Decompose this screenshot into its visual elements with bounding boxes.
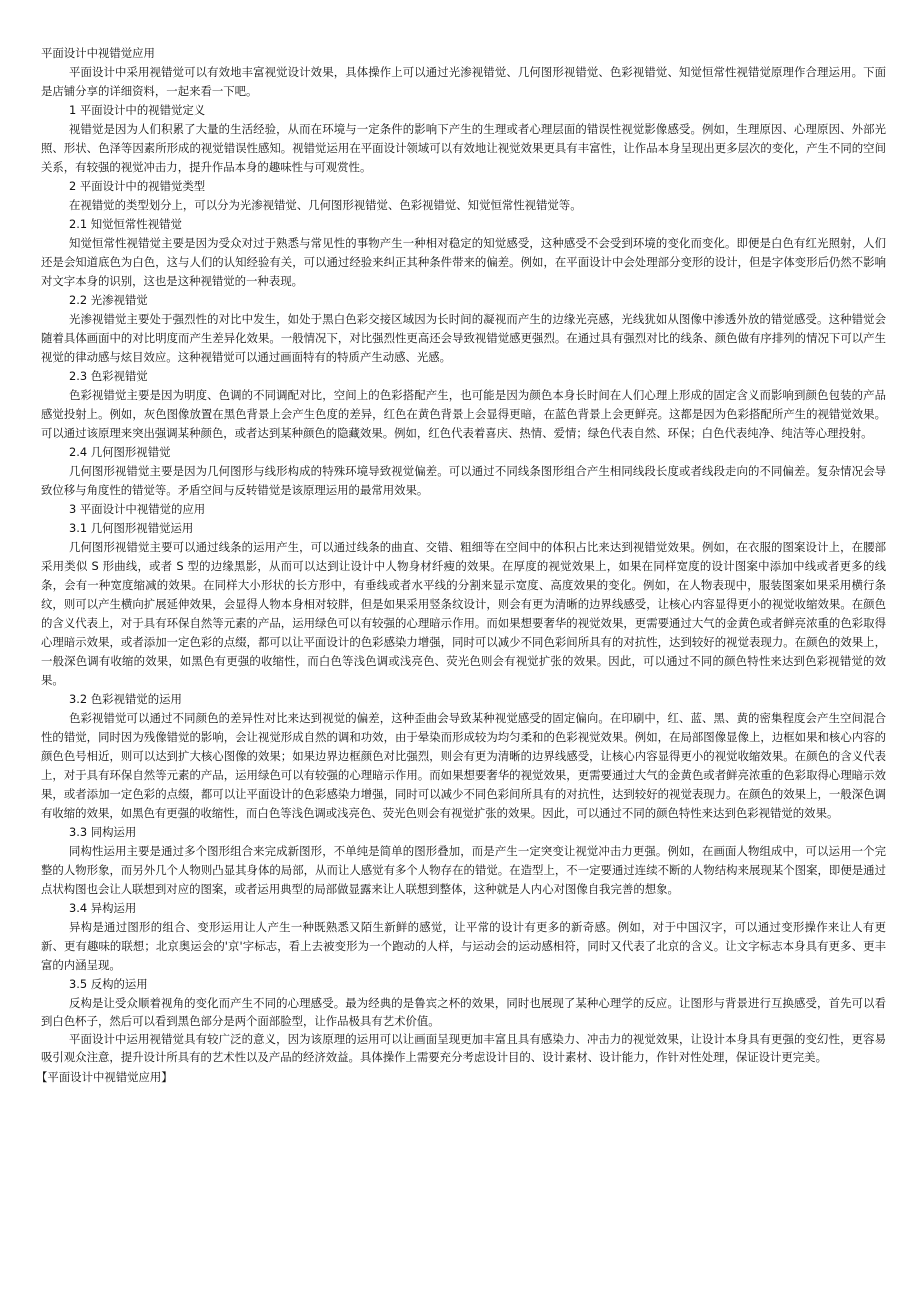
body-paragraph: 平面设计中运用视错觉具有较广泛的意义，因为该原理的运用可以让画面呈现更加丰富且具有感染力、冲击力的视觉效果，让设计本身具有更强的变幻性，更容易吸引观众注意，提升设计所具有的艺术性以及产品的经济效益。具体操作上需要充分考虑设计目的、设计素材、设计能力，作针对性处理，保证设计更完美。 [41, 1032, 886, 1064]
document-footer: 【平面设计中视错觉应用】 [36, 1070, 173, 1084]
section-heading: 1 平面设计中的视错觉定义 [69, 103, 206, 117]
section-heading: 3.5 反构的运用 [69, 977, 148, 991]
document-blocks [41, 63, 886, 1066]
body-paragraph: 色彩视错觉可以通过不同颜色的差异性对比来达到视觉的偏差，这种歪曲会导致某种视觉感受的固定偏向。在印刷中，红、蓝、黑、黄的密集程度会产生空间混合性的错觉，同时因为残像错觉的影响，会让视觉形成自然的调和功效，由于晕染而形成较为均匀柔和的色彩视觉效果。例如，在局部图像显像上，边框如果和核心内容的颜色色号相近，则可以达到扩大核心图像的效果；如果边界边框颜色对比强烈，则会有更为清晰的边界线感受，让核心内容显得更小的视觉收缩效果。在颜色的含义代表上，对于具有环保自然等元素的产品，运用绿色可以有较强的心理暗示作用。而如果想要奢华的视觉效果，更需要通过大气的金黄色或者鲜亮浓重的色彩取得心理暗示效果，或者添加一定色彩的点缀，都可以让平面设计的色彩感染力增强，同时可以减少不同色彩间所具有的对抗性，达到较好的视觉表现力。在颜色的效果上，一般深色调有收缩的效果，如黑色有更强的收缩性，而白色等浅色调或浅亮色、荧光色则会有视觉扩张的效果。因此，可以通过不同的颜色特性来达到色彩视错觉的效果。 [41, 711, 886, 820]
body-paragraph: 光渗视错觉主要处于强烈性的对比中发生，如处于黑白色彩交接区域因为长时间的凝视而产生的边缘光亮感，光线犹如从图像中渗透外放的错觉感受。这种错觉会随着具体画面中的对比明度而产生差异化效果。一般情况下，对比强烈性更高还会导致视错觉感更强烈。在通过具有强烈对比的线条、颜色做有序排列的情况下可以产生视觉的律动感与炫目效应。这种视错觉可以通过画面特有的特质产生动感、光感。 [41, 312, 886, 364]
section-heading: 3.2 色彩视错觉的运用 [69, 692, 182, 706]
section-heading: 3.4 异构运用 [69, 901, 137, 915]
section-heading: 3.3 同构运用 [69, 825, 137, 839]
body-paragraph: 知觉恒常性视错觉主要是因为受众对过于熟悉与常见性的事物产生一种相对稳定的知觉感受，这种感受不会受到环境的变化而变化。即便是白色有红光照射，人们还是会知道底色为白色，这与人们的认知经验有关，可以通过经验来纠正其种条件带来的偏差。例如，在平面设计中会处理部分变形的设计，但是字体变形后仍然不影响对文字本身的识别，这也是这种视错觉的一种表现。 [41, 236, 886, 288]
document-title: 平面设计中视错觉应用 [41, 46, 155, 60]
section-heading: 2.1 知觉恒常性视错觉 [69, 217, 182, 231]
body-paragraph: 几何图形视错觉主要是因为几何图形与线形构成的特殊环境导致视觉偏差。可以通过不同线条图形组合产生相同线段长度或者线段走向的不同偏差。复杂情况会导致位移与角度性的错觉等。矛盾空间与反转错觉是该原理运用的最常用效果。 [41, 464, 886, 497]
document-body [36, 44, 886, 1087]
section-heading: 2.3 色彩视错觉 [69, 369, 148, 383]
body-paragraph: 色彩视错觉主要是因为明度、色调的不同调配对比，空间上的色彩搭配产生，也可能是因为颜色本身长时间在人们心理上形成的固定含义而影响到颜色包装的产品感觉投射上。例如，灰色图像放置在黑色背景上会产生色度的差异，红色在黄色背景上会显得更暗，在蓝色背景上会更鲜亮。这都是因为色彩搭配所产生的视错觉效果。可以通过该原理来突出强调某种颜色，或者达到某种颜色的隐藏效果。例如，红色代表着喜庆、热情、爱情；绿色代表自然、环保；白色代表纯净、纯洁等心理投射。 [41, 388, 886, 440]
body-paragraph: 反构是让受众顺着视角的变化而产生不同的心理感受。最为经典的是鲁宾之杯的效果，同时也展现了某种心理学的反应。让图形与背景进行互换感受，首先可以看到白色杯子，然后可以看到黑色部分是两个面部脸型，让作品极具有艺术价值。 [41, 996, 886, 1028]
section-heading: 3.1 几何图形视错觉运用 [69, 521, 194, 535]
body-paragraph: 几何图形视错觉主要可以通过线条的运用产生，可以通过线条的曲直、交错、粗细等在空间中的体积占比来达到视错觉效果。例如，在衣服的图案设计上，在腰部采用类似 S 形曲线，或者 S 型的边缘黑影，从而可以达到让设计中人物身材纤瘦的效果。在厚度的视觉效果上，如果在同样宽度的设计图案中添加中线或者更多的线条，会有一种宽度缩减的效果。在同样大小形状的长方形中，有垂线或者水平线的分割来显示宽度、高度效果的变化。例如，在人物表现中，服装图案如果采用横行条纹，则可以产生横向扩展延伸效果，会显得人物本身相对较胖，但是如果采用竖条纹设计，则会有更为清晰的边界线感受，让核心内容显得更小的视觉收缩效果。在颜色的含义代表上，对于具有环保自然等元素的产品，运用绿色可以有较强的心理暗示作用。而如果想要奢华的视觉效果，更需要通过大气的金黄色或者鲜亮浓重的色彩取得心理暗示效果，或者添加一定色彩的点缀，都可以让平面设计的色彩感染力增强，同时可以减少不同色彩间所具有的对抗性，达到较好的视觉表现力。在颜色的效果上，一般深色调有收缩的效果，如黑色有更强的收缩性，而白色等浅色调或浅亮色、荧光色则会有视觉扩张的效果。因此，可以通过不同的颜色特性来达到色彩视错觉的效果。 [41, 540, 886, 687]
body-paragraph: 在视错觉的类型划分上，可以分为光渗视错觉、几何图形视错觉、色彩视错觉、知觉恒常性视错觉等。 [69, 198, 582, 212]
body-paragraph: 视错觉是因为人们积累了大量的生活经验，从而在环境与一定条件的影响下产生的生理或者心理层面的错误性视觉影像感受。例如，生理原因、心理原因、外部光照、形状、色泽等因素所形成的视觉错误性感知。视错觉运用在平面设计领域可以有效地让视觉效果更具有丰富性，让作品本身呈现出更多层次的变化，产生不同的空间关系，有较强的视觉冲击力，提升作品本身的趣味性与可观赏性。 [41, 122, 886, 174]
body-paragraph: 平面设计中采用视错觉可以有效地丰富视觉设计效果，具体操作上可以通过光渗视错觉、几何图形视错觉、色彩视错觉、知觉恒常性视错觉原理作合理运用。下面是店铺分享的详细资料，一起来看一下吧。 [41, 65, 886, 98]
body-paragraph: 同构性运用主要是通过多个图形组合来完成新图形，不单纯是简单的图形叠加，而是产生一定突变让视觉冲击力更强。例如，在画面人物组成中，可以运用一个完整的人物形象，而另外几个人物则凸显其身体的局部，从而让人感觉有多个人物存在的错觉。在造型上，不一定要通过连续不断的人物结构来展现某个图案，即便是通过点状构图也会让人联想到对应的图案，或者运用典型的局部做显露来让人联想到整体，这种就是人内心对图像自我完善的想象。 [41, 844, 886, 896]
body-paragraph: 异构是通过图形的组合、变形运用让人产生一种既熟悉又陌生新鲜的感觉，让平常的设计有更多的新奇感。例如，对于中国汉字，可以通过变形操作来让人有更新、更有趣味的联想；北京奥运会的'京'字标志，看上去被变形为一个跑动的人样，与运动会的运动感相符，同时又代表了北京的含义。让文字标志本身具有更多、更丰富的内涵呈现。 [41, 920, 886, 972]
section-heading: 2.2 光渗视错觉 [69, 293, 148, 307]
section-heading: 2 平面设计中的视错觉类型 [69, 179, 206, 193]
section-heading: 2.4 几何图形视错觉 [69, 445, 171, 459]
section-heading: 3 平面设计中视错觉的应用 [69, 502, 206, 516]
